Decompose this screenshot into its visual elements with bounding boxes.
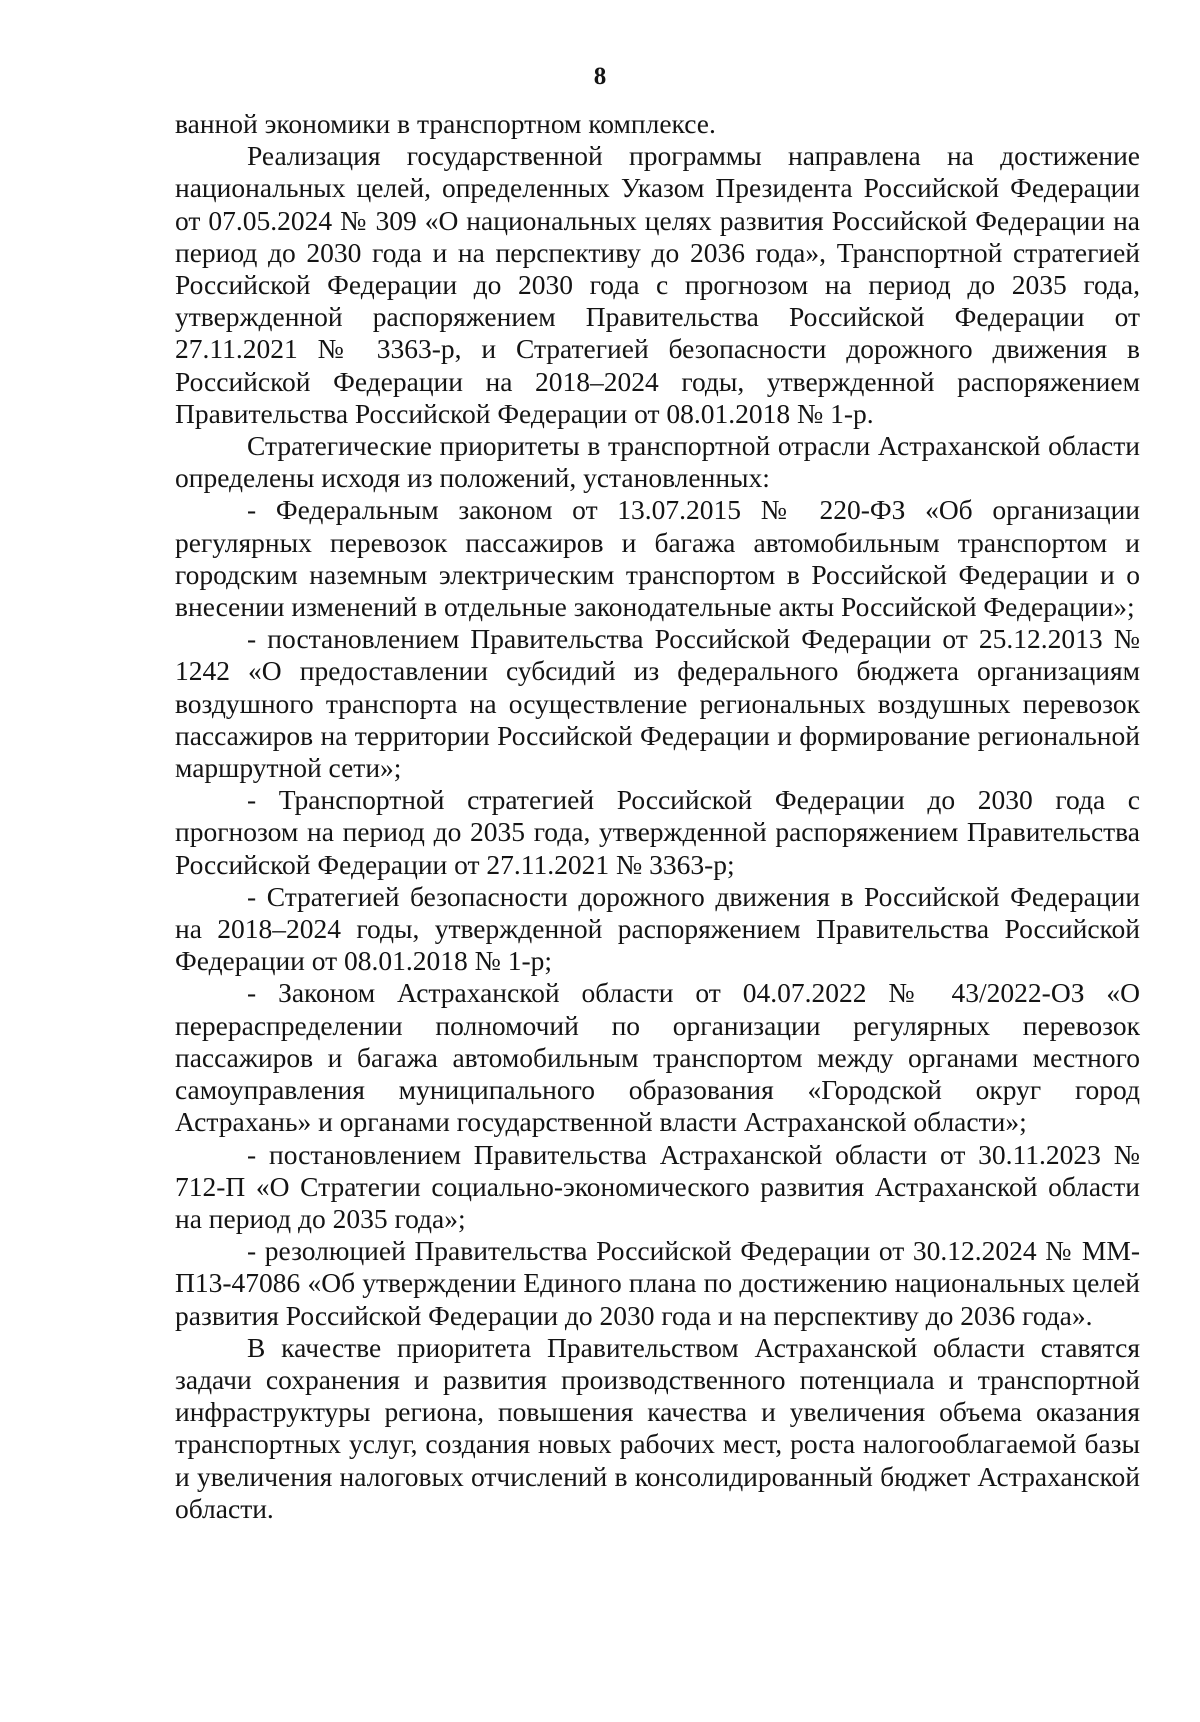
- paragraph-program-goals: Реализация государственной программы направлена на достижение национальных целей, определенных Указом Президента Российской Федерации от 07.05.2024 № 309 «О национальных целях развития Российской Федерации на период до 2030 года и на перспективу до 2036 года», Транспортной стратегией Российской Федерации до 2030 года с прогнозом на период до 2035 года, утвержденной распоряжением Правительства Российской Федерации от 27.11.2021 № 3363-р, и Стратегией безопасности дорожного движения в Российской Федерации на 2018–2024 годы, утвержденной распоряжением Правительства Российской Федерации от 08.01.2018 № 1-р.: [175, 140, 1140, 429]
- list-item-federal-law: - Федеральным законом от 13.07.2015 № 220-ФЗ «Об организации регулярных перевозок пассажиров и багажа автомобильным транспортом и городским наземным электрическим транспортом в Российской Федерации и о внесении изменений в отдельные законодательные акты Российской Федерации»;: [175, 494, 1140, 623]
- paragraph-continuation: ванной экономики в транспортном комплексе.: [175, 108, 716, 139]
- page-number: 8: [593, 63, 607, 90]
- document-body: [175, 108, 1140, 1525]
- list-item-government-resolution-1242: - постановлением Правительства Российской Федерации от 25.12.2013 № 1242 «О предоставлении субсидий из федерального бюджета организациям воздушного транспорта на осуществление региональных воздушных перевозок пассажиров на территории Российской Федерации и формирование региональной маршрутной сети»;: [175, 623, 1140, 784]
- list-item-federal-resolution: - резолюцией Правительства Российской Федерации от 30.12.2024 № ММ-П13-47086 «Об утверждении Единого плана по достижению национальных целей развития Российской Федерации до 2030 года и на перспективу до 2036 года».: [175, 1235, 1140, 1331]
- list-item-astrakhan-law: - Законом Астраханской области от 04.07.2022 № 43/2022-ОЗ «О перераспределении полномочий по организации регулярных перевозок пассажиров и багажа автомобильным транспортом между органами местного самоуправления муниципального образования «Городской округ город Астрахань» и органами государственной власти Астраханской области»;: [175, 977, 1140, 1138]
- paragraph-strategic-priorities: Стратегические приоритеты в транспортной отрасли Астраханской области определены исходя из положений, установленных:: [175, 430, 1140, 494]
- list-item-astrakhan-resolution-712: - постановлением Правительства Астраханской области от 30.11.2023 № 712-П «О Стратегии социально-экономического развития Астраханской области на период до 2035 года»;: [175, 1138, 1140, 1234]
- paragraph-regional-priorities: В качестве приоритета Правительством Астраханской области ставятся задачи сохранения и развития производственного потенциала и транспортной инфраструктуры региона, повышения качества и увеличения объема оказания транспортных услуг, создания новых рабочих мест, роста налогооблагаемой базы и увеличения налоговых отчислений в консолидированный бюджет Астраханской области.: [175, 1331, 1140, 1524]
- list-item-transport-strategy: - Транспортной стратегией Российской Федерации до 2030 года с прогнозом на период до 2035 года, утвержденной распоряжением Правительства Российской Федерации от 27.11.2021 № 3363-р;: [175, 784, 1140, 880]
- list-item-road-safety-strategy: - Стратегией безопасности дорожного движения в Российской Федерации на 2018–2024 годы, утвержденной распоряжением Правительства Российской Федерации от 08.01.2018 № 1-р;: [175, 880, 1140, 977]
